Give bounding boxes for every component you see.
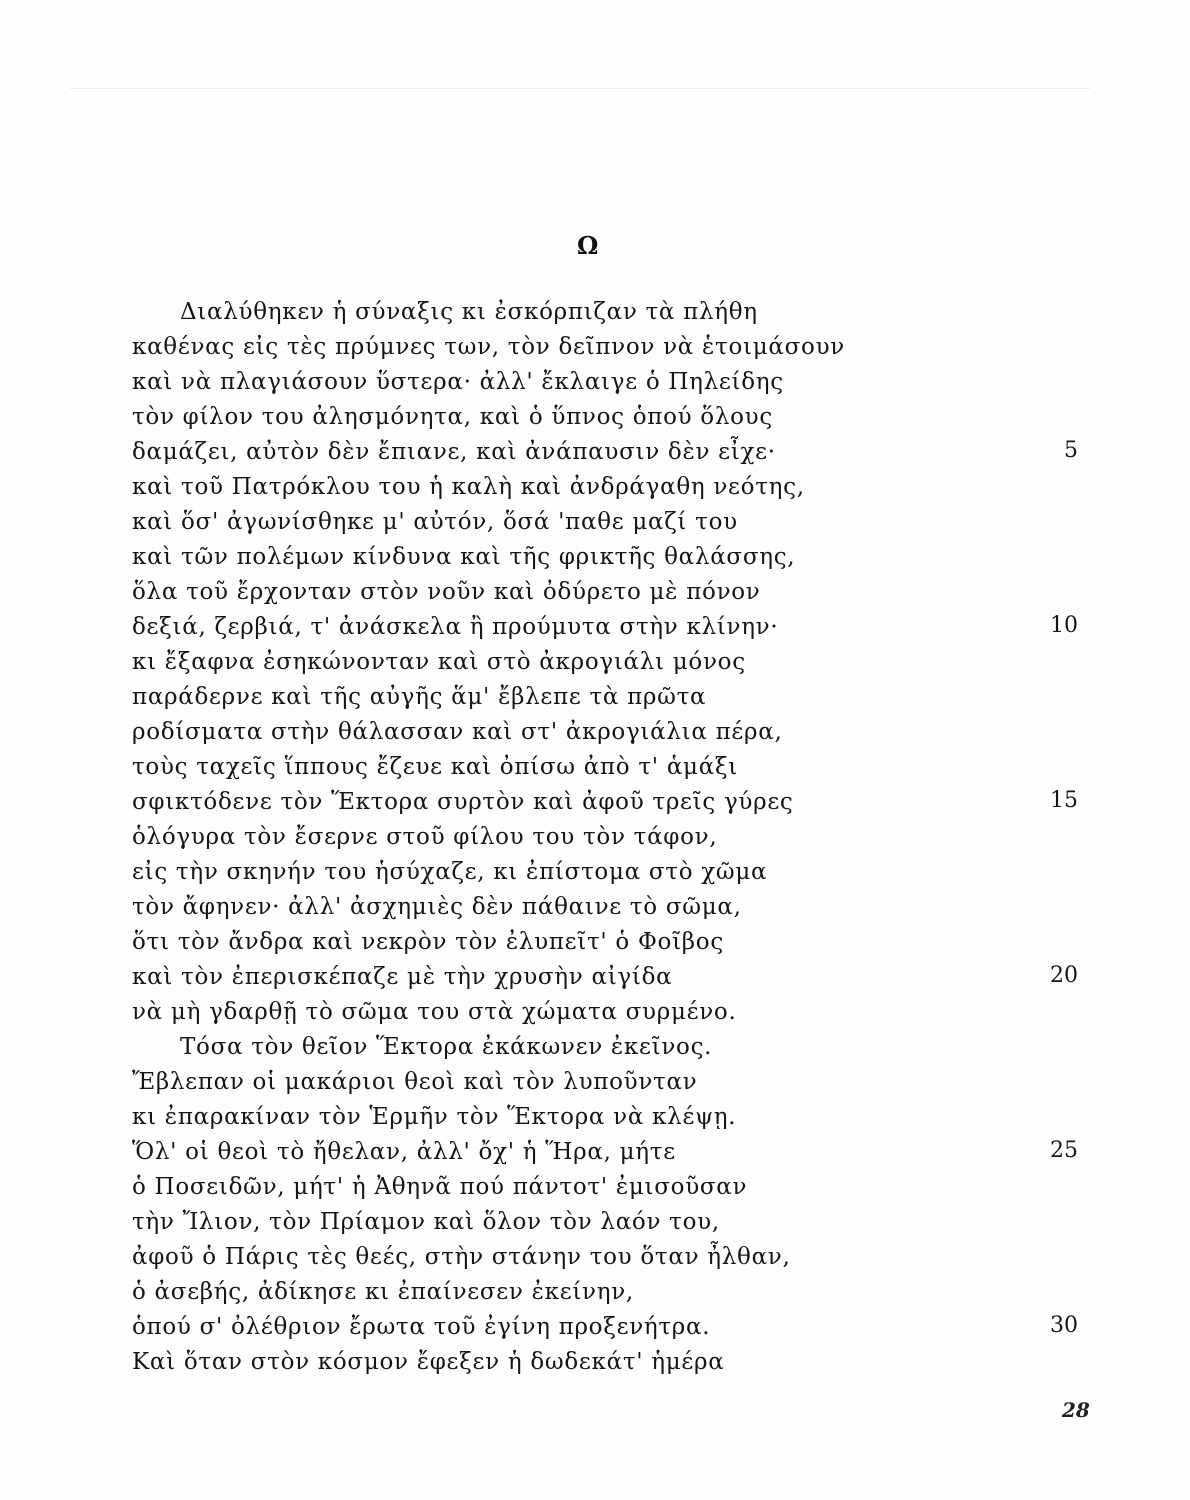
verse-line: καὶ τῶν πολέμων κίνδυνα καὶ τῆς φρικτῆς θαλάσσης,	[132, 544, 796, 570]
verse-line: ὅτι τὸν ἄνδρα καὶ νεκρὸν τὸν ἐλυπεῖτ' ὁ Φοῖβος	[132, 929, 724, 955]
verse-line: ὅλα τοῦ ἔρχονταν στὸν νοῦν καὶ ὀδύρετο μὲ πόνον	[132, 579, 761, 605]
verse-line: καθένας εἰς τὲς πρύμνες των, τὸν δεῖπνον νὰ ἑτοιμάσουν	[132, 334, 845, 360]
page-number: 28	[1062, 1398, 1090, 1422]
verse-line: τὸν φίλον του ἀλησμόνητα, καὶ ὁ ὕπνος ὁπού ὅλους	[132, 404, 773, 430]
verse-line: ἀφοῦ ὁ Πάρις τὲς θεές, στὴν στάνην του ὅταν ἦλθαν,	[132, 1244, 791, 1270]
verse-line: καὶ τὸν ἐπερισκέπαζε μὲ τὴν χρυσὴν αἰγίδα	[132, 964, 673, 990]
line-number: 15	[1050, 788, 1078, 813]
verse-line: τοὺς ταχεῖς ἵππους ἔζευε καὶ ὀπίσω ἀπὸ τ' ἁμάξι	[132, 754, 739, 780]
verse-line: καὶ τοῦ Πατρόκλου του ἡ καλὴ καὶ ἀνδράγαθη νεότης,	[132, 474, 805, 500]
line-number: 20	[1050, 963, 1078, 988]
verse-line: νὰ μὴ γδαρθῇ τὸ σῶμα του στὰ χώματα συρμένο.	[132, 999, 737, 1025]
verse-line: κι ἔξαφνα ἐσηκώνονταν καὶ στὸ ἀκρογιάλι μόνος	[132, 649, 746, 675]
verse-line: τὸν ἄφηνεν· ἀλλ' ἀσχημιὲς δὲν πάθαινε τὸ σῶμα,	[132, 894, 742, 920]
verse-line: καὶ νὰ πλαγιάσουν ὕστερα· ἀλλ' ἔκλαιγε ὁ Πηλείδης	[132, 369, 784, 395]
verse-line: ὁ ἀσεβής, ἀδίκησε κι ἐπαίνεσεν ἐκείνην,	[132, 1279, 634, 1305]
verse-line: δεξιά, ζερβιά, τ' ἀνάσκελα ἢ προύμυτα στὴν κλίνην·	[132, 614, 779, 640]
verse-line: τὴν Ἴλιον, τὸν Πρίαμον καὶ ὅλον τὸν λαόν του,	[132, 1209, 720, 1235]
verse-line: ὁπού σ' ὀλέθριον ἔρωτα τοῦ ἐγίνη προξενήτρα.	[132, 1314, 711, 1340]
verse-line: ὁλόγυρα τὸν ἔσερνε στοῦ φίλου του τὸν τάφον,	[132, 824, 718, 850]
book-heading-omega: Ω	[577, 231, 599, 260]
verse-line: παράδερνε καὶ τῆς αὐγῆς ἅμ' ἔβλεπε τὰ πρῶτα	[132, 684, 707, 710]
verse-line: Ὅλ' οἱ θεοὶ τὸ ἤθελαν, ἀλλ' ὄχ' ἡ Ἥρα, μήτε	[132, 1139, 676, 1165]
verse-line: ὁ Ποσειδῶν, μήτ' ἡ Ἀθηνᾶ πού πάντοτ' ἐμισοῦσαν	[132, 1174, 748, 1200]
verse-line: καὶ ὅσ' ἀγωνίσθηκε μ' αὐτόν, ὅσά 'παθε μαζί του	[132, 509, 738, 535]
verse-line: Καὶ ὅταν στὸν κόσμον ἔφεξεν ἡ δωδεκάτ' ἡμέρα	[132, 1349, 725, 1375]
verse-line: Διαλύθηκεν ἡ σύναξις κι ἐσκόρπιζαν τὰ πλήθη	[180, 299, 758, 325]
verse-line: κι ἐπαρακίναν τὸν Ἑρμῆν τὸν Ἕκτορα νὰ κλέψῃ.	[132, 1104, 737, 1130]
line-number: 30	[1050, 1313, 1078, 1338]
verse-line: Ἔβλεπαν οἱ μακάριοι θεοὶ καὶ τὸν λυποῦνταν	[132, 1069, 698, 1095]
line-number: 5	[1064, 438, 1078, 463]
verse-line: εἰς τὴν σκηνήν του ἡσύχαζε, κι ἐπίστομα στὸ χῶμα	[132, 859, 768, 885]
verse-line: Τόσα τὸν θεῖον Ἕκτορα ἐκάκωνεν ἐκεῖνος.	[180, 1034, 713, 1060]
verse-line: σφικτόδενε τὸν Ἕκτορα συρτὸν καὶ ἀφοῦ τρεῖς γύρες	[132, 789, 794, 815]
line-number: 10	[1050, 613, 1078, 638]
line-number: 25	[1050, 1138, 1078, 1163]
verse-line: ροδίσματα στὴν θάλασσαν καὶ στ' ἀκρογιάλια πέρα,	[132, 719, 783, 745]
verse-line: δαμάζει, αὐτὸν δὲν ἔπιανε, καὶ ἀνάπαυσιν δὲν εἶχε·	[132, 439, 776, 465]
